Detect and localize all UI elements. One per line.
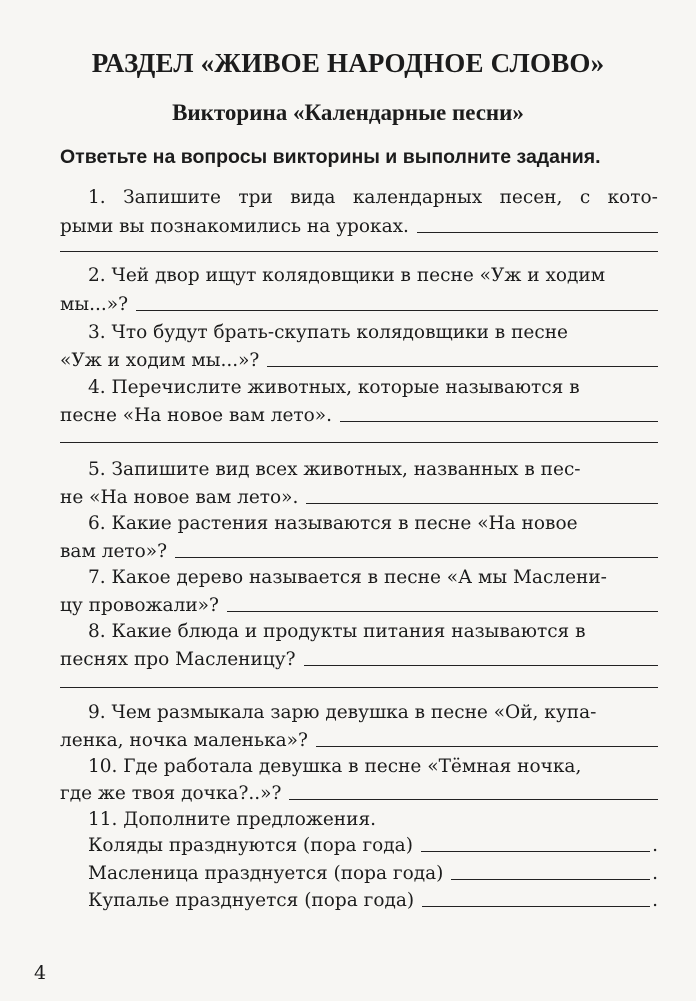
question-4-text-1: 4. Перечислите животных, которые называются в	[88, 377, 580, 398]
question-9-answer-line[interactable]	[316, 746, 658, 747]
question-10-text-2: где же твоя дочка?..»?	[60, 783, 282, 804]
question-3-line-1	[88, 315, 658, 343]
sentence-2-text: Масленица празднуется (пора года)	[88, 863, 444, 884]
sentence-1-period: .	[652, 835, 658, 856]
question-9-text-2: ленка, ночка маленька»?	[60, 730, 308, 751]
question-5-text-1: 5. Запишите вид всех животных, названных в пес-	[88, 459, 581, 480]
question-1-line-1	[88, 180, 658, 208]
section-title: РАЗДЕЛ «ЖИВОЕ НАРОДНОЕ СЛОВО»	[91, 48, 605, 78]
question-1-text-2: рыми вы познакомились на уроках.	[60, 216, 409, 237]
word: вида	[290, 187, 336, 208]
question-1-line-2	[60, 209, 658, 237]
word: Запишите	[123, 187, 221, 208]
question-4-answer-line[interactable]	[340, 421, 658, 422]
question-11-sentence-1	[88, 828, 658, 856]
word: кото-	[607, 187, 658, 208]
question-7-line-1	[88, 560, 658, 588]
question-10-text-1: 10. Где работала девушка в песне «Тёмная ночка,	[88, 756, 582, 777]
question-3-text-1: 3. Что будут брать-скупать колядовщики в песне	[88, 322, 569, 343]
page-number: 4	[34, 962, 47, 984]
question-11-sentence-3	[88, 883, 658, 911]
question-8-extra-answer-line[interactable]	[60, 687, 658, 688]
question-2-text-2: мы...»?	[60, 294, 128, 315]
question-4-extra-answer-line[interactable]	[60, 442, 658, 443]
word: с	[579, 187, 591, 208]
question-11-heading	[88, 802, 658, 830]
question-8-line-1	[88, 614, 658, 642]
question-6-answer-line[interactable]	[175, 557, 658, 558]
question-4-line-1	[88, 370, 658, 398]
question-10-line-2	[60, 776, 658, 804]
instruction: Ответьте на вопросы викторины и выполните задания.	[60, 146, 601, 168]
question-9-text-1: 9. Чем размыкала зарю девушка в песне «Ой, купа-	[88, 702, 597, 723]
question-6-text-2: вам лето»?	[60, 541, 168, 562]
sentence-2-answer-line[interactable]	[451, 879, 650, 880]
question-4-line-2	[60, 398, 658, 426]
question-3-text-2: «Уж и ходим мы...»?	[60, 350, 260, 371]
question-8-line-2	[60, 642, 658, 670]
question-8-text-1: 8. Какие блюда и продукты питания называются в	[88, 621, 586, 642]
question-6-line-2	[60, 534, 658, 562]
sentence-3-answer-line[interactable]	[422, 906, 650, 907]
question-1-answer-line[interactable]	[417, 232, 658, 233]
question-6-line-1	[88, 506, 658, 534]
question-2-line-1	[88, 258, 658, 286]
question-4-text-2: песне «На новое вам лето».	[60, 405, 332, 426]
question-11-heading-text: 11. Дополните предложения.	[88, 809, 377, 830]
sentence-3-text: Купалье празднуется (пора года)	[88, 890, 415, 911]
word: 1.	[88, 187, 106, 208]
question-8-text-2: песнях про Масленицу?	[60, 649, 296, 670]
question-10-line-1	[88, 749, 658, 777]
question-11-sentence-2	[88, 856, 658, 884]
question-5-answer-line[interactable]	[306, 503, 658, 504]
question-5-line-1	[88, 452, 658, 480]
question-3-answer-line[interactable]	[267, 366, 658, 367]
question-7-text-1: 7. Какое дерево называется в песне «А мы Маслени-	[88, 567, 607, 588]
question-6-text-1: 6. Какие растения называются в песне «На новое	[88, 513, 578, 534]
word: календарных	[352, 187, 483, 208]
question-2-line-2	[60, 287, 658, 315]
sentence-3-period: .	[652, 890, 658, 911]
question-7-line-2	[60, 588, 658, 616]
question-8-answer-line[interactable]	[304, 665, 658, 666]
question-7-text-2: цу провожали»?	[60, 595, 219, 616]
question-3-line-2	[60, 343, 658, 371]
question-2-answer-line[interactable]	[136, 310, 658, 311]
question-9-line-1	[88, 695, 658, 723]
word: песен,	[499, 187, 563, 208]
sentence-1-answer-line[interactable]	[421, 851, 650, 852]
word: три	[238, 187, 273, 208]
question-7-answer-line[interactable]	[227, 611, 658, 612]
quiz-title: Викторина «Календарные песни»	[172, 100, 524, 125]
question-9-line-2	[60, 723, 658, 751]
question-5-text-2: не «На новое вам лето».	[60, 487, 299, 508]
sentence-2-period: .	[652, 863, 658, 884]
question-5-line-2	[60, 480, 658, 508]
sentence-1-text: Коляды празднуются (пора года)	[88, 835, 413, 856]
question-2-text-1: 2. Чей двор ищут колядовщики в песне «Уж и ходим	[88, 265, 606, 286]
question-1-extra-answer-line[interactable]	[60, 251, 658, 252]
question-10-answer-line[interactable]	[289, 799, 658, 800]
